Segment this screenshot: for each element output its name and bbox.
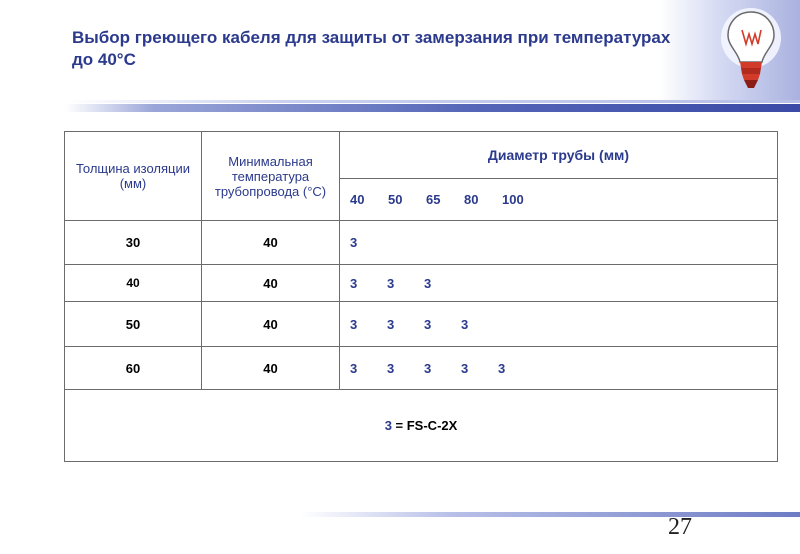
page-number: 27 <box>668 514 692 540</box>
table-row <box>65 221 778 265</box>
diameter-values <box>340 179 778 221</box>
cable-code: 3 <box>387 316 395 332</box>
light-bulb-icon <box>716 4 786 98</box>
row-cables <box>340 265 778 302</box>
cable-code: 3 <box>461 316 469 332</box>
row-insulation: 30 <box>65 221 202 265</box>
table-row <box>65 347 778 390</box>
row-cables <box>340 347 778 390</box>
row-temperature: 40 <box>202 221 340 265</box>
row-cables <box>340 302 778 347</box>
row-temperature: 40 <box>202 347 340 390</box>
cable-code: 3 <box>387 275 395 291</box>
cable-code: 3 <box>350 360 358 376</box>
cable-code: 3 <box>424 360 432 376</box>
cable-selection-table <box>64 131 778 462</box>
diameter-value: 100 <box>502 192 524 207</box>
page-title: Выбор греющего кабеля для защиты от замерзания при температурах до 40°С <box>72 28 671 69</box>
cable-code: 3 <box>350 316 358 332</box>
title-divider-top <box>66 100 800 103</box>
header-min-temperature: Минимальная температура трубопровода (°С) <box>202 132 340 221</box>
row-temperature: 40 <box>202 265 340 302</box>
title-divider <box>66 104 800 112</box>
diameter-value: 40 <box>350 192 365 207</box>
table-header-row <box>65 132 778 179</box>
table-row <box>65 265 778 302</box>
table-row <box>65 302 778 347</box>
header-insulation: Толщина изоляции (мм) <box>65 132 202 221</box>
legend-text: = FS-C-2X <box>391 418 458 433</box>
legend <box>65 390 778 462</box>
cable-code: 3 <box>350 235 358 250</box>
row-insulation: 40 <box>65 265 202 302</box>
diameter-value: 50 <box>388 192 403 207</box>
row-insulation: 60 <box>65 347 202 390</box>
row-cables <box>340 221 778 265</box>
diameter-value: 65 <box>426 192 441 207</box>
legend-code: 3 <box>384 418 392 433</box>
header-pipe-diameter: Диаметр трубы (мм) <box>340 132 778 179</box>
cable-code: 3 <box>387 360 395 376</box>
row-insulation: 50 <box>65 302 202 347</box>
diameter-value: 80 <box>464 192 479 207</box>
row-temperature: 40 <box>202 302 340 347</box>
cable-code: 3 <box>350 275 358 291</box>
cable-code: 3 <box>424 316 432 332</box>
cable-code: 3 <box>498 360 506 376</box>
cable-code: 3 <box>424 275 432 291</box>
table-legend-row <box>65 390 778 462</box>
cable-code: 3 <box>461 360 469 376</box>
